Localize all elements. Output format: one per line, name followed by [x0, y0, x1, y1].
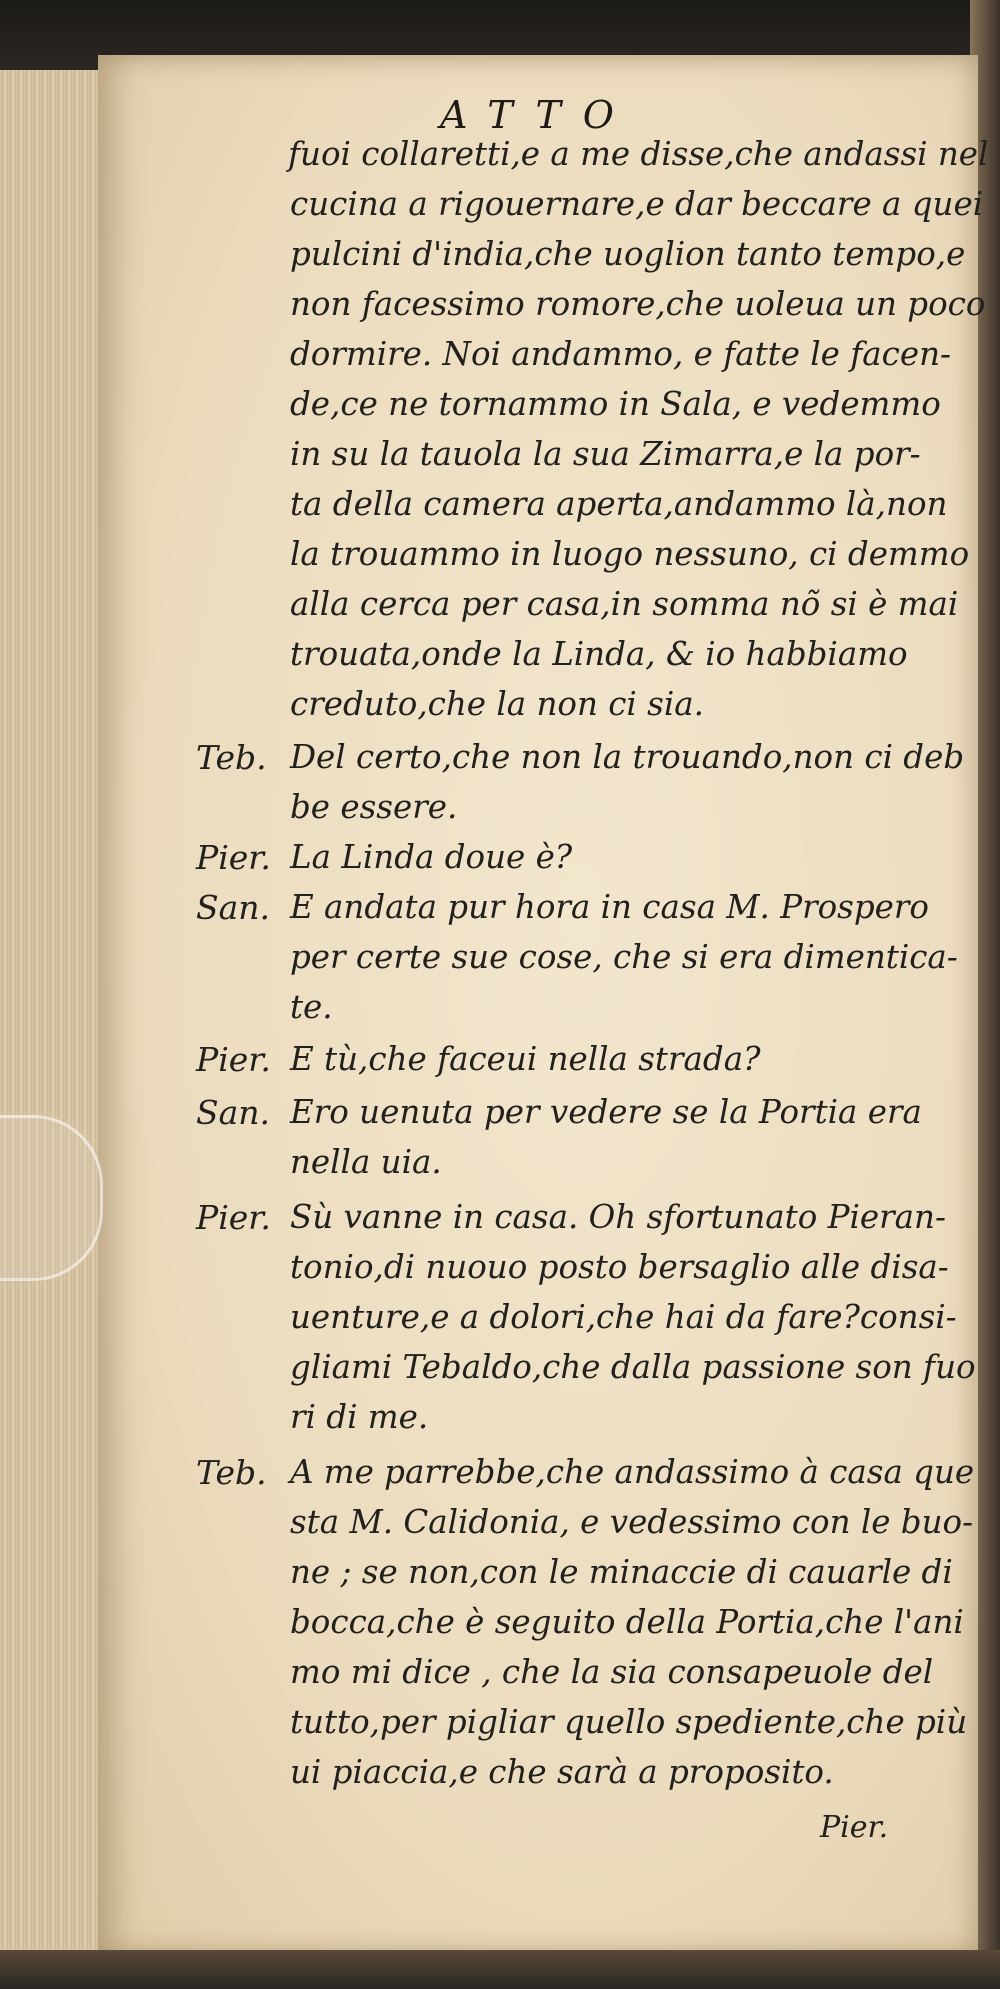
text-line: per certe sue cose, che si era dimentica-: [290, 938, 958, 976]
page-fore-edge: [0, 70, 107, 1950]
text-line: bocca,che è seguito della Portia,che l'ani: [290, 1603, 964, 1641]
text-line: pulcini d'india,che uoglion tanto tempo,e: [290, 235, 966, 273]
text-line: La Linda doue è?: [290, 838, 573, 876]
text-line: E andata pur hora in casa M. Prospero: [290, 888, 930, 926]
text-line: ui piaccia,e che sarà a proposito.: [290, 1753, 834, 1791]
text-line: non facessimo romore,che uoleua un poco: [290, 285, 986, 323]
text-line: Ero uenuta per vedere se la Portia era: [290, 1093, 922, 1131]
running-head: ATTO: [440, 93, 636, 137]
text-line: E tù,che faceui nella strada?: [290, 1040, 761, 1078]
background-bottom: [0, 1950, 1000, 1989]
text-line: ne ; se non,con le minaccie di cauarle di: [290, 1553, 953, 1591]
text-line: ri di me.: [290, 1398, 429, 1436]
speaker-tag: San.: [196, 888, 271, 927]
speaker-tag: Pier.: [196, 1198, 271, 1237]
speaker-tag: Pier.: [196, 838, 271, 877]
book-page: [98, 55, 989, 1955]
text-line: trouata,onde la Linda, & io habbiamo: [290, 635, 908, 673]
speaker-tag: Pier.: [196, 1040, 271, 1079]
text-line: dormire. Noi andammo, e fatte le facen-: [290, 335, 951, 373]
text-line: tonio,di nuouo posto bersaglio alle disa-: [290, 1248, 949, 1286]
text-line: ta della camera aperta,andammo là,non: [290, 485, 948, 523]
text-line: alla cerca per casa,in somma nõ si è mai: [290, 585, 959, 623]
text-line: te.: [290, 988, 333, 1026]
text-line: Del certo,che non la trouando,non ci deb: [290, 738, 965, 776]
text-line: A me parrebbe,che andassimo à casa que: [290, 1453, 975, 1491]
text-line: Sù vanne in casa. Oh sfortunato Pieran-: [290, 1198, 946, 1236]
text-line: mo mi dice , che la sia consapeuole del: [290, 1653, 934, 1691]
text-line: sta M. Calidonia, e vedessimo con le buo-: [290, 1503, 974, 1541]
text-line: de,ce ne tornammo in Sala, e vedemmo: [290, 385, 941, 423]
text-line: tutto,per pigliar quello spediente,che più: [290, 1703, 968, 1741]
text-line: nella uia.: [290, 1143, 442, 1181]
text-line: in su la tauola la sua Zimarra,e la por-: [290, 435, 921, 473]
text-line: la trouammo in luogo nessuno, ci demmo: [290, 535, 970, 573]
text-line: fuoi collaretti,e a me disse,che andassi nel: [288, 135, 989, 173]
text-line: uenture,e a dolori,che hai da fare?consi-: [290, 1298, 957, 1336]
speaker-tag: San.: [196, 1093, 271, 1132]
catchword: Pier.: [820, 1810, 889, 1845]
speaker-tag: Teb.: [196, 1453, 267, 1492]
text-line: be essere.: [290, 788, 458, 826]
text-line: cucina a rigouernare,e dar beccare a quei: [290, 185, 984, 223]
text-line: creduto,che la non ci sia.: [290, 685, 704, 723]
text-line: gliami Tebaldo,che dalla passione son fuo: [290, 1348, 976, 1386]
speaker-tag: Teb.: [196, 738, 267, 777]
